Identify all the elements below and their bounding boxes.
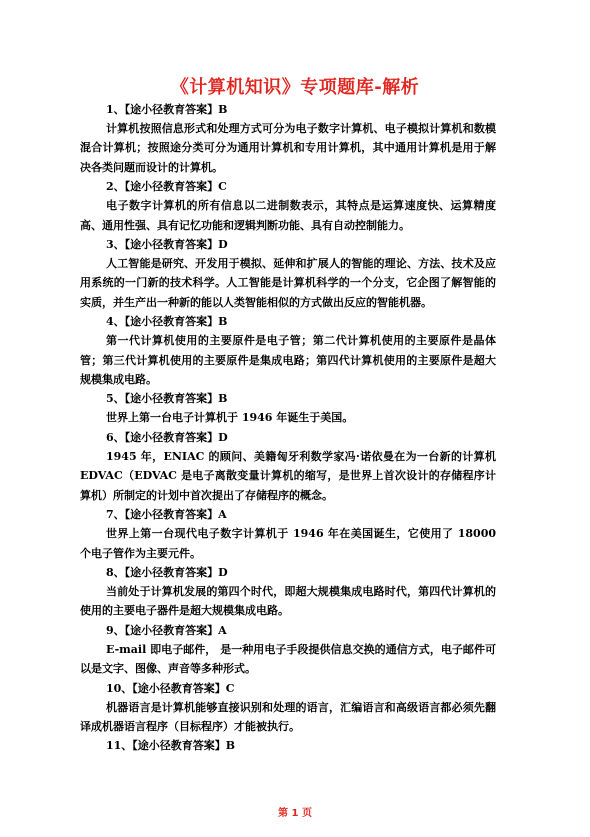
list-item xyxy=(0,177,590,235)
answer-label: 5、【途小径教育答案】B xyxy=(106,392,228,406)
list-item xyxy=(0,563,590,621)
explanation-text: 世界上第一台现代电子数字计算机于 1946 年在美国诞生，它使用了 18000 个电子管作为主要元件。 xyxy=(80,527,496,560)
list-item xyxy=(0,428,590,505)
explanation-text: 计算机按照信息形式和处理方式可分为电子数字计算机、电子模拟计算机和数模混合计算机；按照途分类可分为通用计算机和专用计算机，其中通用计算机是用于解决各类问题而设计的计算机。 xyxy=(80,122,496,174)
explanation-text: 世界上第一台电子计算机于 1946 年诞生于美国。 xyxy=(106,411,354,425)
answer-label: 11、【途小径教育答案】B xyxy=(106,739,236,753)
answer-label: 6、【途小径教育答案】D xyxy=(106,430,228,444)
answer-label: 1、【途小径教育答案】B xyxy=(106,103,228,116)
answer-label: 9、【途小径教育答案】A xyxy=(106,623,227,637)
list-item xyxy=(0,312,590,389)
explanation-text: 电子数字计算机的所有信息以二进制数表示，其特点是运算速度快、运算精度高、通用性强、具有记忆功能和逻辑判断功能、具有自动控制能力。 xyxy=(80,199,496,232)
answer-label: 4、【途小径教育答案】B xyxy=(106,315,228,329)
explanation-text: 人工智能是研究、开发用于模拟、延伸和扩展人的智能的理论、方法、技术及应用系统的一门新的技术科学。人工智能是计算机科学的一个分支，它企图了解智能的实质，并生产出一种新的能以人类智能相似的方式做出反应的智能机器。 xyxy=(80,257,496,309)
list-item xyxy=(0,505,590,563)
answer-label: 8、【途小径教育答案】D xyxy=(106,565,228,579)
list-item xyxy=(0,736,590,755)
answer-label: 7、【途小径教育答案】A xyxy=(106,508,227,522)
answer-label: 2、【途小径教育答案】C xyxy=(106,180,227,194)
page-number: 第 1 页 xyxy=(278,808,312,819)
explanation-text: 当前处于计算机发展的第四个时代，即超大规模集成电路时代，第四代计算机的使用的主要电子器件是超大规模集成电路。 xyxy=(80,584,496,618)
list-item xyxy=(0,679,590,737)
explanation-text: E-mail 即电子邮件， 是一种用电子手段提供信息交换的通信方式，电子邮件可以是文字、图像、声音等多种形式。 xyxy=(80,642,496,676)
answer-list xyxy=(0,100,590,755)
answer-label: 3、【途小径教育答案】D xyxy=(106,238,228,252)
list-item xyxy=(0,100,590,177)
list-item xyxy=(0,235,590,312)
page-title: 《计算机知识》专项题库-解析 xyxy=(170,77,420,98)
list-item xyxy=(0,621,590,679)
list-item xyxy=(0,389,590,427)
explanation-text: 机器语言是计算机能够直接识别和处理的语言，汇编语言和高级语言都必须先翻译成机器语言程序（目标程序）才能被执行。 xyxy=(80,700,496,733)
explanation-text: 1945 年，ENIAC 的顾问、美籍匈牙利数学家冯·诺依曼在为一台新的计算机 EDVAC（EDVAC 是电子离散变量计算机的缩写，是世界上首次设计的存储程序计算机）所制定的计划中首次提出了存储程序的概念。 xyxy=(80,449,496,502)
explanation-text: 第一代计算机使用的主要原件是电子管；第二代计算机使用的主要原件是晶体管；第三代计算机使用的主要原件是集成电路；第四代计算机使用的主要原件是超大规模集成电路。 xyxy=(80,334,496,387)
answer-label: 10、【途小径教育答案】C xyxy=(106,681,235,695)
